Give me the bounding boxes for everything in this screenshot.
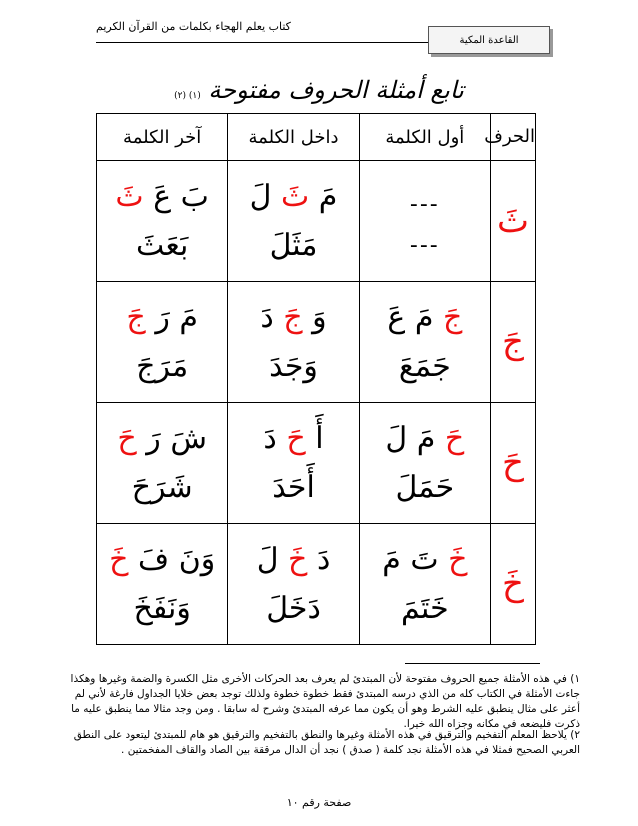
header-rule: [96, 42, 428, 43]
letter: وَنَ: [178, 542, 216, 577]
table-row: [97, 524, 536, 645]
cell-middle: [228, 524, 359, 645]
separated-letters: [360, 300, 490, 335]
letter: دَ: [316, 542, 331, 577]
row-letter: ثَ: [491, 161, 536, 282]
table-row: [97, 161, 536, 282]
joined-word: جَمَعَ: [398, 349, 451, 384]
joined-word: شَرَحَ: [131, 470, 193, 505]
joined-word: خَتَمَ: [401, 591, 449, 626]
title-refs: (١) (٢): [174, 91, 201, 101]
letter: بَ: [180, 179, 209, 214]
separated-letters: [228, 421, 358, 456]
header-first: أول الكلمة: [359, 114, 490, 161]
cell-last: [97, 403, 228, 524]
letter: مَ: [179, 300, 198, 335]
table-row: [97, 403, 536, 524]
table-header-row: [97, 114, 536, 161]
letter: جَ: [283, 300, 303, 335]
letter: لَ: [249, 179, 272, 214]
letter: مَ: [414, 300, 434, 335]
letter: مَ: [318, 179, 338, 214]
letter: ثَ: [280, 179, 310, 214]
letter: جَ: [126, 300, 146, 335]
letter: حَ: [286, 421, 306, 456]
cell-middle: [228, 282, 359, 403]
joined-word: حَمَلَ: [395, 470, 455, 505]
letter: مَ: [382, 542, 401, 577]
cell-last: [97, 524, 228, 645]
table-row: [97, 282, 536, 403]
cell-first: [359, 403, 490, 524]
cell-first: [359, 161, 490, 282]
letter: عَ: [153, 179, 172, 214]
joined-word: أَحَدَ: [272, 470, 315, 505]
header-last: آخر الكلمة: [97, 114, 228, 161]
separated-letters: [360, 184, 490, 219]
separated-letters: [97, 179, 227, 214]
letter: ---: [409, 192, 440, 217]
cell-middle: [228, 161, 359, 282]
letters-table: [96, 113, 536, 645]
separated-letters: [360, 421, 490, 456]
page-number: صفحة رقم ١٠: [286, 796, 352, 809]
letter: لَ: [385, 421, 408, 456]
letter: رَ: [146, 421, 161, 456]
joined-word: مَثَلَ: [269, 228, 318, 263]
separated-letters: [97, 300, 227, 335]
separated-letters: [228, 179, 358, 214]
footnote-rule: [405, 663, 540, 664]
letter: رَ: [155, 300, 170, 335]
page-title: [0, 76, 638, 104]
letter: دَ: [263, 421, 277, 456]
footnote-1: ١) في هذه الأمثلة جميع الحروف مفتوحة لأن المبتدئ لم يعرف بعد الحركات الأخرى مثل الكسرة والضمة وغيرها وهكذا جاءت الأمثلة في الكتاب كله من الذي درسه المبتدئ فقط خطوة خطوة ولذلك توجد بعض خلايا الجداول فارغة لأني لم أعثر على مثال ينطبق عليه الشرط وهو أن يكون مما عرفه المبتدئ وشرح له سابقا . ومن وجد مثالا مما ينطبق عليه ما ذكرت فليضعه في مكانه وجزاه الله خيرا.: [70, 673, 580, 730]
separated-letters: [97, 421, 227, 456]
footnote-2: ٢) يلاحظ المعلم التفخيم والترقيق في هذه الأمثلة وغيرها والنطق بالتفخيم والترقيق هو هام للمبتدئ ليتعود على النطق العربي الصحيح فمثلا في هذه الأمثلة نجد كلمة ( صدق ) نجد أن الدال مرققة بين الصاد والقاف المفخمتين .: [73, 729, 580, 756]
letter: شَ: [170, 421, 207, 456]
letter: خَ: [288, 542, 308, 577]
letter: لَ: [256, 542, 279, 577]
joined-word: مَرَجَ: [136, 349, 189, 384]
cell-last: [97, 282, 228, 403]
letter: جَ: [442, 300, 463, 335]
cell-first: [359, 282, 490, 403]
letter: خَ: [109, 542, 129, 577]
letter: أَ: [315, 421, 324, 456]
joined-word: وَنَفَخَ: [133, 591, 191, 626]
header-letter: الحرف: [491, 114, 536, 161]
row-letter: خَ: [491, 524, 536, 645]
joined-word: ---: [409, 233, 440, 258]
joined-word: بَعَثَ: [136, 228, 189, 263]
separated-letters: [228, 542, 358, 577]
letter: تَ: [410, 542, 439, 577]
book-title: كتاب يعلم الهجاء بكلمات من القرآن الكريم: [96, 20, 291, 33]
cell-middle: [228, 403, 359, 524]
cell-first: [359, 524, 490, 645]
title-text: تابع أمثلة الحروف مفتوحة: [208, 76, 464, 104]
letter: حَ: [444, 421, 465, 456]
letter: حَ: [117, 421, 137, 456]
row-letter: حَ: [491, 403, 536, 524]
separated-letters: [228, 300, 358, 335]
joined-word: وَجَدَ: [269, 349, 318, 384]
letter: ثَ: [115, 179, 144, 214]
letter: مَ: [416, 421, 436, 456]
cell-last: [97, 161, 228, 282]
row-letter: جَ: [491, 282, 536, 403]
letter: دَ: [260, 300, 274, 335]
letter: وَ: [312, 300, 327, 335]
section-badge: القاعدة المكية: [428, 26, 550, 54]
separated-letters: [360, 542, 490, 577]
header-middle: داخل الكلمة: [228, 114, 359, 161]
joined-word: دَخَلَ: [266, 591, 321, 626]
separated-letters: [97, 542, 227, 577]
letter: عَ: [387, 300, 406, 335]
letter: خَ: [448, 542, 468, 577]
letter: فَ: [138, 542, 170, 577]
